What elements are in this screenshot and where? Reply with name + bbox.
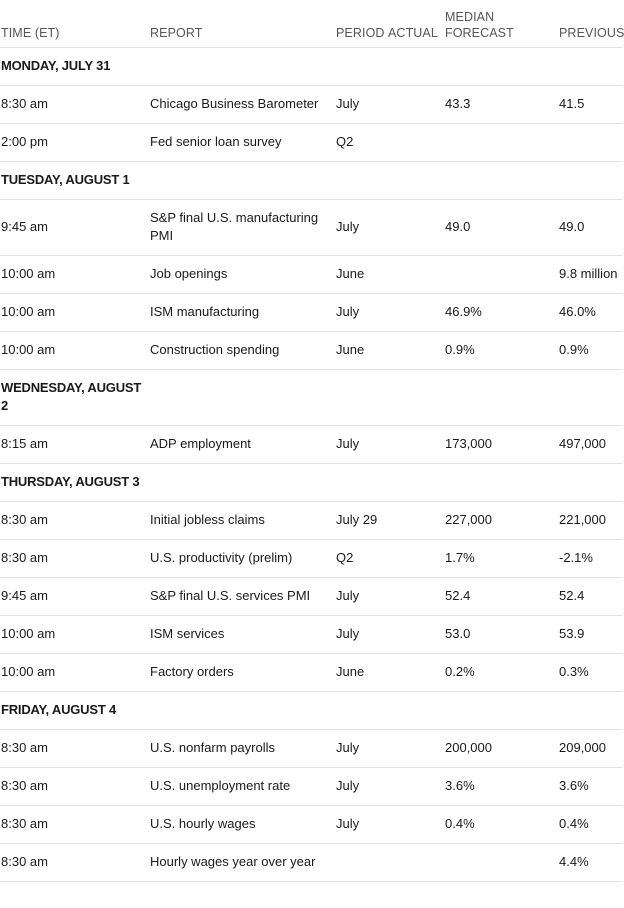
- header-median-forecast: [440, 0, 558, 47]
- report-cell: U.S. nonfarm payrolls: [149, 729, 335, 767]
- period-cell: July: [335, 805, 386, 843]
- table-row: [0, 805, 622, 843]
- forecast-cell: [440, 123, 558, 161]
- forecast-cell: [440, 843, 558, 881]
- time-cell: 8:30 am: [0, 539, 149, 577]
- actual-cell: [386, 331, 440, 369]
- report-cell: S&P final U.S. manufacturing PMI: [149, 199, 335, 255]
- time-cell: 8:30 am: [0, 729, 149, 767]
- period-cell: July: [335, 293, 386, 331]
- report-cell: Chicago Business Barometer: [149, 85, 335, 123]
- period-cell: [335, 843, 386, 881]
- actual-cell: [386, 805, 440, 843]
- time-cell: 10:00 am: [0, 653, 149, 691]
- previous-cell: 9.8 million: [558, 255, 622, 293]
- header-forecast-line1: MEDIAN: [445, 9, 495, 24]
- table-header: [0, 0, 622, 47]
- previous-cell: 209,000: [558, 729, 622, 767]
- day-header-filler: [149, 463, 622, 501]
- forecast-cell: 0.2%: [440, 653, 558, 691]
- report-cell: ISM manufacturing: [149, 293, 335, 331]
- report-cell: S&P final U.S. services PMI: [149, 577, 335, 615]
- report-cell: ISM services: [149, 615, 335, 653]
- previous-cell: 52.4: [558, 577, 622, 615]
- table-row: [0, 767, 622, 805]
- previous-cell: 3.6%: [558, 767, 622, 805]
- time-cell: 9:45 am: [0, 577, 149, 615]
- table-row: [0, 653, 622, 691]
- day-header-filler: [149, 369, 622, 425]
- forecast-cell: [440, 255, 558, 293]
- time-cell: 8:15 am: [0, 425, 149, 463]
- time-cell: 10:00 am: [0, 615, 149, 653]
- forecast-cell: 43.3: [440, 85, 558, 123]
- table-row: [0, 729, 622, 767]
- forecast-cell: 200,000: [440, 729, 558, 767]
- actual-cell: [386, 293, 440, 331]
- day-header-filler: [149, 161, 622, 199]
- report-cell: Fed senior loan survey: [149, 123, 335, 161]
- day-header-filler: [149, 47, 622, 85]
- header-time: TIME (ET): [1, 25, 60, 40]
- actual-cell: [386, 653, 440, 691]
- period-cell: July: [335, 577, 386, 615]
- period-cell: July: [335, 615, 386, 653]
- report-cell: Job openings: [149, 255, 335, 293]
- actual-cell: [386, 501, 440, 539]
- day-header-row: [0, 691, 622, 729]
- previous-cell: 49.0: [558, 199, 622, 255]
- actual-cell: [386, 123, 440, 161]
- actual-cell: [386, 729, 440, 767]
- period-cell: June: [335, 255, 386, 293]
- header-period: PERIOD: [336, 25, 385, 40]
- forecast-cell: 173,000: [440, 425, 558, 463]
- table-row: [0, 331, 622, 369]
- day-label: MONDAY, JULY 31: [0, 47, 149, 85]
- day-header-row: [0, 369, 622, 425]
- table-row: [0, 293, 622, 331]
- forecast-cell: 3.6%: [440, 767, 558, 805]
- forecast-cell: 227,000: [440, 501, 558, 539]
- table-row: [0, 577, 622, 615]
- forecast-cell: 0.9%: [440, 331, 558, 369]
- report-cell: ADP employment: [149, 425, 335, 463]
- actual-cell: [386, 85, 440, 123]
- table-row: [0, 501, 622, 539]
- time-cell: 8:30 am: [0, 501, 149, 539]
- day-header-filler: [149, 691, 622, 729]
- report-cell: U.S. unemployment rate: [149, 767, 335, 805]
- time-cell: 10:00 am: [0, 331, 149, 369]
- table-row: [0, 85, 622, 123]
- time-cell: 8:30 am: [0, 805, 149, 843]
- forecast-cell: 0.4%: [440, 805, 558, 843]
- table-row: [0, 615, 622, 653]
- period-cell: July: [335, 425, 386, 463]
- time-cell: 9:45 am: [0, 199, 149, 255]
- report-cell: Initial jobless claims: [149, 501, 335, 539]
- report-cell: Factory orders: [149, 653, 335, 691]
- previous-cell: 0.4%: [558, 805, 622, 843]
- report-cell: U.S. hourly wages: [149, 805, 335, 843]
- day-label: FRIDAY, AUGUST 4: [0, 691, 149, 729]
- header-actual: ACTUAL: [388, 25, 438, 40]
- previous-cell: 497,000: [558, 425, 622, 463]
- previous-cell: 221,000: [558, 501, 622, 539]
- table-row: [0, 199, 622, 255]
- previous-cell: 41.5: [558, 85, 622, 123]
- table-row: [0, 123, 622, 161]
- period-cell: Q2: [335, 123, 386, 161]
- period-cell: July 29: [335, 501, 386, 539]
- calendar-body: [0, 47, 622, 881]
- time-cell: 10:00 am: [0, 293, 149, 331]
- actual-cell: [386, 539, 440, 577]
- report-cell: Construction spending: [149, 331, 335, 369]
- time-cell: 8:30 am: [0, 843, 149, 881]
- period-cell: July: [335, 199, 386, 255]
- time-cell: 8:30 am: [0, 85, 149, 123]
- previous-cell: -2.1%: [558, 539, 622, 577]
- header-previous: PREVIOUS: [559, 25, 624, 40]
- actual-cell: [386, 615, 440, 653]
- period-cell: Q2: [335, 539, 386, 577]
- actual-cell: [386, 255, 440, 293]
- period-cell: June: [335, 653, 386, 691]
- table-row: [0, 539, 622, 577]
- table-row: [0, 843, 622, 881]
- previous-cell: 4.4%: [558, 843, 622, 881]
- previous-cell: 0.3%: [558, 653, 622, 691]
- day-label: WEDNESDAY, AUGUST 2: [0, 369, 149, 425]
- time-cell: 2:00 pm: [0, 123, 149, 161]
- report-cell: Hourly wages year over year: [149, 843, 335, 881]
- period-cell: July: [335, 85, 386, 123]
- previous-cell: 0.9%: [558, 331, 622, 369]
- previous-cell: [558, 123, 622, 161]
- forecast-cell: 52.4: [440, 577, 558, 615]
- time-cell: 10:00 am: [0, 255, 149, 293]
- forecast-cell: 1.7%: [440, 539, 558, 577]
- actual-cell: [386, 199, 440, 255]
- table-row: [0, 255, 622, 293]
- report-cell: U.S. productivity (prelim): [149, 539, 335, 577]
- day-label: TUESDAY, AUGUST 1: [0, 161, 149, 199]
- forecast-cell: 53.0: [440, 615, 558, 653]
- actual-cell: [386, 577, 440, 615]
- forecast-cell: 49.0: [440, 199, 558, 255]
- day-header-row: [0, 161, 622, 199]
- forecast-cell: 46.9%: [440, 293, 558, 331]
- previous-cell: 46.0%: [558, 293, 622, 331]
- day-header-row: [0, 47, 622, 85]
- period-cell: July: [335, 729, 386, 767]
- previous-cell: 53.9: [558, 615, 622, 653]
- actual-cell: [386, 425, 440, 463]
- period-cell: July: [335, 767, 386, 805]
- time-cell: 8:30 am: [0, 767, 149, 805]
- day-header-row: [0, 463, 622, 501]
- header-report: REPORT: [150, 25, 203, 40]
- header-forecast-line2: FORECAST: [445, 25, 514, 40]
- actual-cell: [386, 843, 440, 881]
- period-cell: June: [335, 331, 386, 369]
- actual-cell: [386, 767, 440, 805]
- table-row: [0, 425, 622, 463]
- day-label: THURSDAY, AUGUST 3: [0, 463, 149, 501]
